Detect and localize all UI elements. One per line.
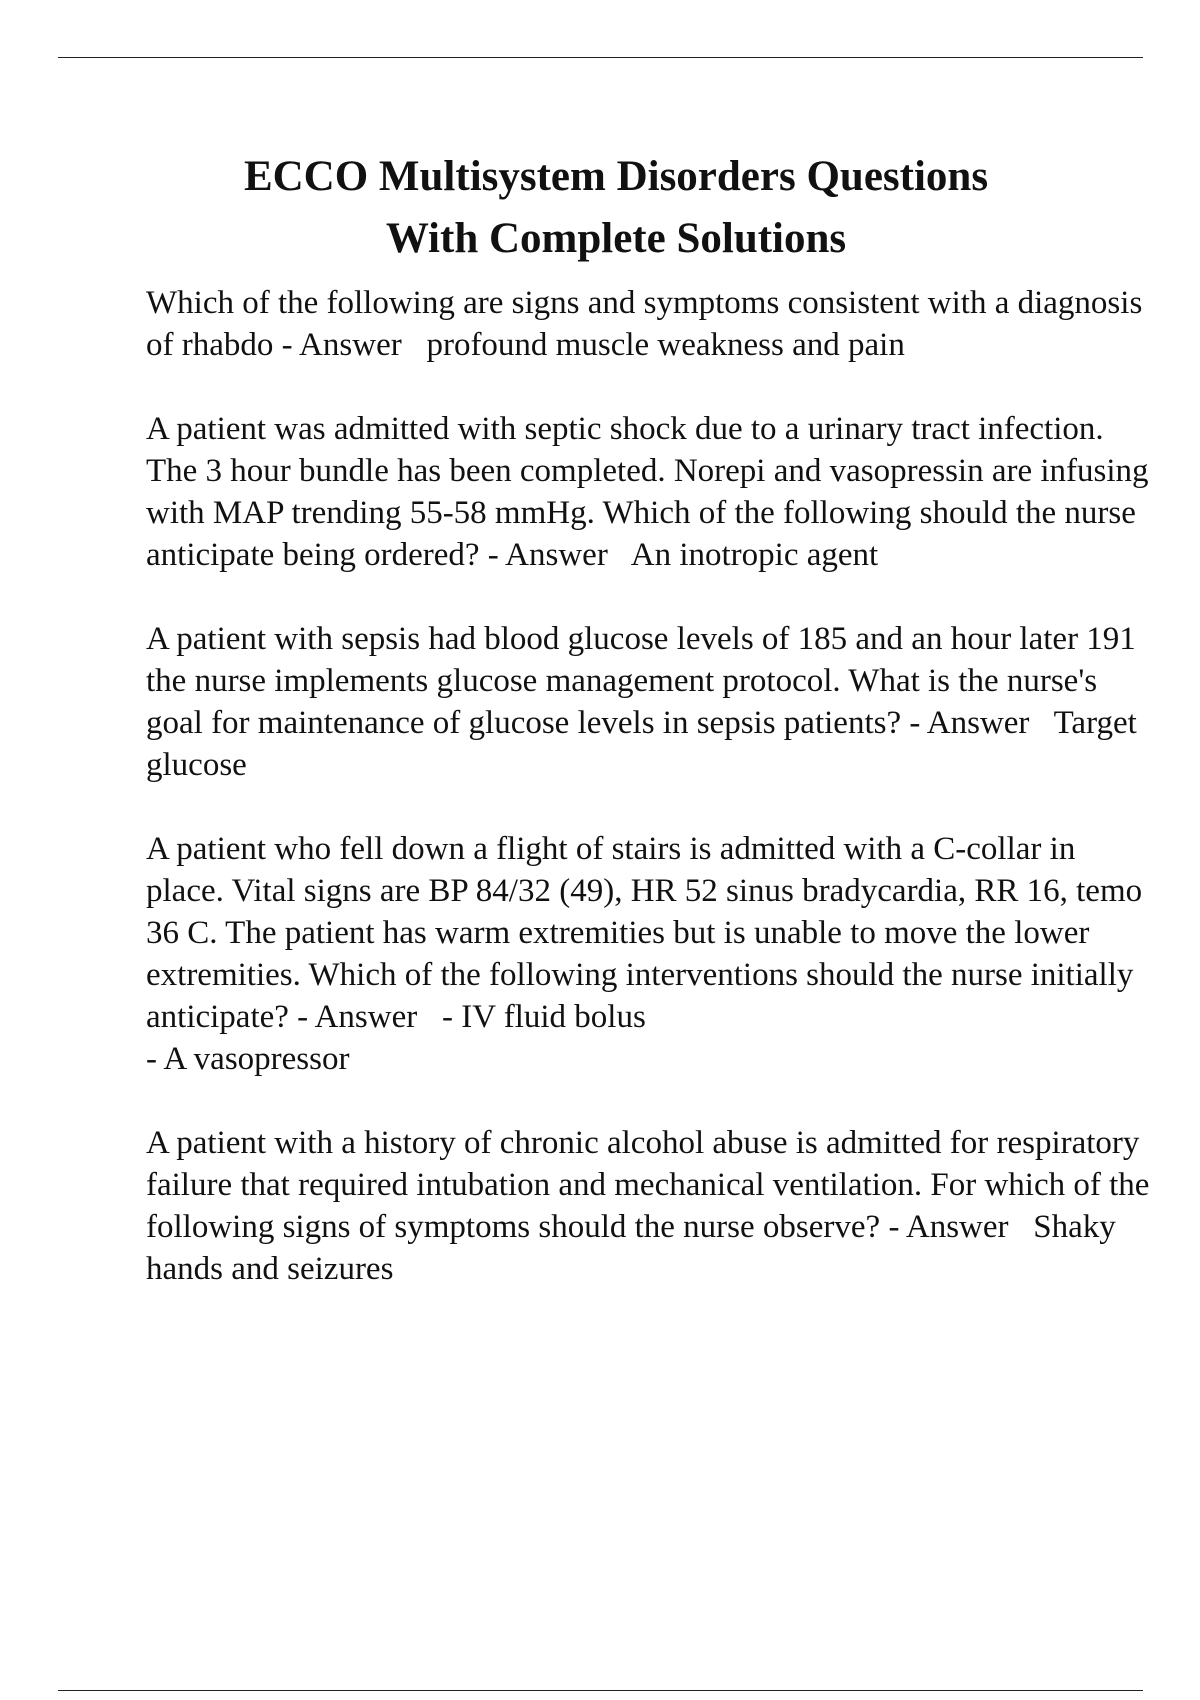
title-line-2: With Complete Solutions: [385, 215, 847, 262]
qa-paragraph: [146, 828, 1156, 1038]
qa-paragraph: [146, 408, 1156, 576]
answer-text: An inotropic agent: [630, 537, 879, 573]
qa-paragraph: [146, 1122, 1156, 1290]
answer-text: - IV fluid bolus: [441, 999, 646, 1035]
qa-item-3: [146, 618, 1156, 786]
question-text: A patient with sepsis had blood glucose levels of 185 and an hour later 191 the nurse implements glucose management protocol. What is the nurse's goal for maintenance of glucose levels in sepsis patients?: [146, 621, 1136, 741]
page-title: [0, 146, 1200, 270]
answer-label: - Answer: [297, 999, 418, 1035]
answer-text: profound muscle weakness and pain: [426, 327, 905, 363]
qa-item-5: [146, 1122, 1156, 1290]
bottom-rule: [58, 1690, 1143, 1691]
top-rule: [58, 57, 1143, 58]
answer-continuation: - A vasopressor: [146, 1041, 350, 1077]
title-line-1: ECCO Multisystem Disorders Questions: [243, 153, 989, 200]
qa-paragraph: [146, 618, 1156, 786]
question-text: A patient with a history of chronic alcohol abuse is admitted for respiratory failure that required intubation and mechanical ventilation. For which of the following signs of symptoms should the nurse observe?: [146, 1125, 1150, 1245]
answer-label: - Answer: [888, 1209, 1009, 1245]
answer-text: Target glucose: [146, 705, 1137, 783]
qa-item-1: [146, 282, 1156, 366]
answer-label: - Answer: [281, 327, 402, 363]
answer-label: - Answer: [487, 537, 608, 573]
answer-label: - Answer: [909, 705, 1030, 741]
qa-item-4: [146, 828, 1156, 1080]
question-text: A patient who fell down a flight of stairs is admitted with a C-collar in place. Vital signs are BP 84/32 (49), HR 52 sinus bradycardia, RR 16, temo 36 C. The patient has warm extremities but is unable to move the lower extremities. Which of the following interventions should the nurse initially anticipate?: [146, 831, 1143, 1035]
qa-item-2: [146, 408, 1156, 576]
answer-text: Shaky hands and seizures: [146, 1209, 1116, 1287]
question-text: A patient was admitted with septic shock due to a urinary tract infection. The 3 hour bundle has been completed. Norepi and vasopressin are infusing with MAP trending 55-58 mmHg. Which of the following should the nurse anticipate being ordered?: [146, 411, 1149, 573]
qa-list: [146, 282, 1156, 1332]
question-text: Which of the following are signs and symptoms consistent with a diagnosis of rhabdo: [146, 285, 1143, 363]
qa-paragraph: [146, 282, 1156, 366]
